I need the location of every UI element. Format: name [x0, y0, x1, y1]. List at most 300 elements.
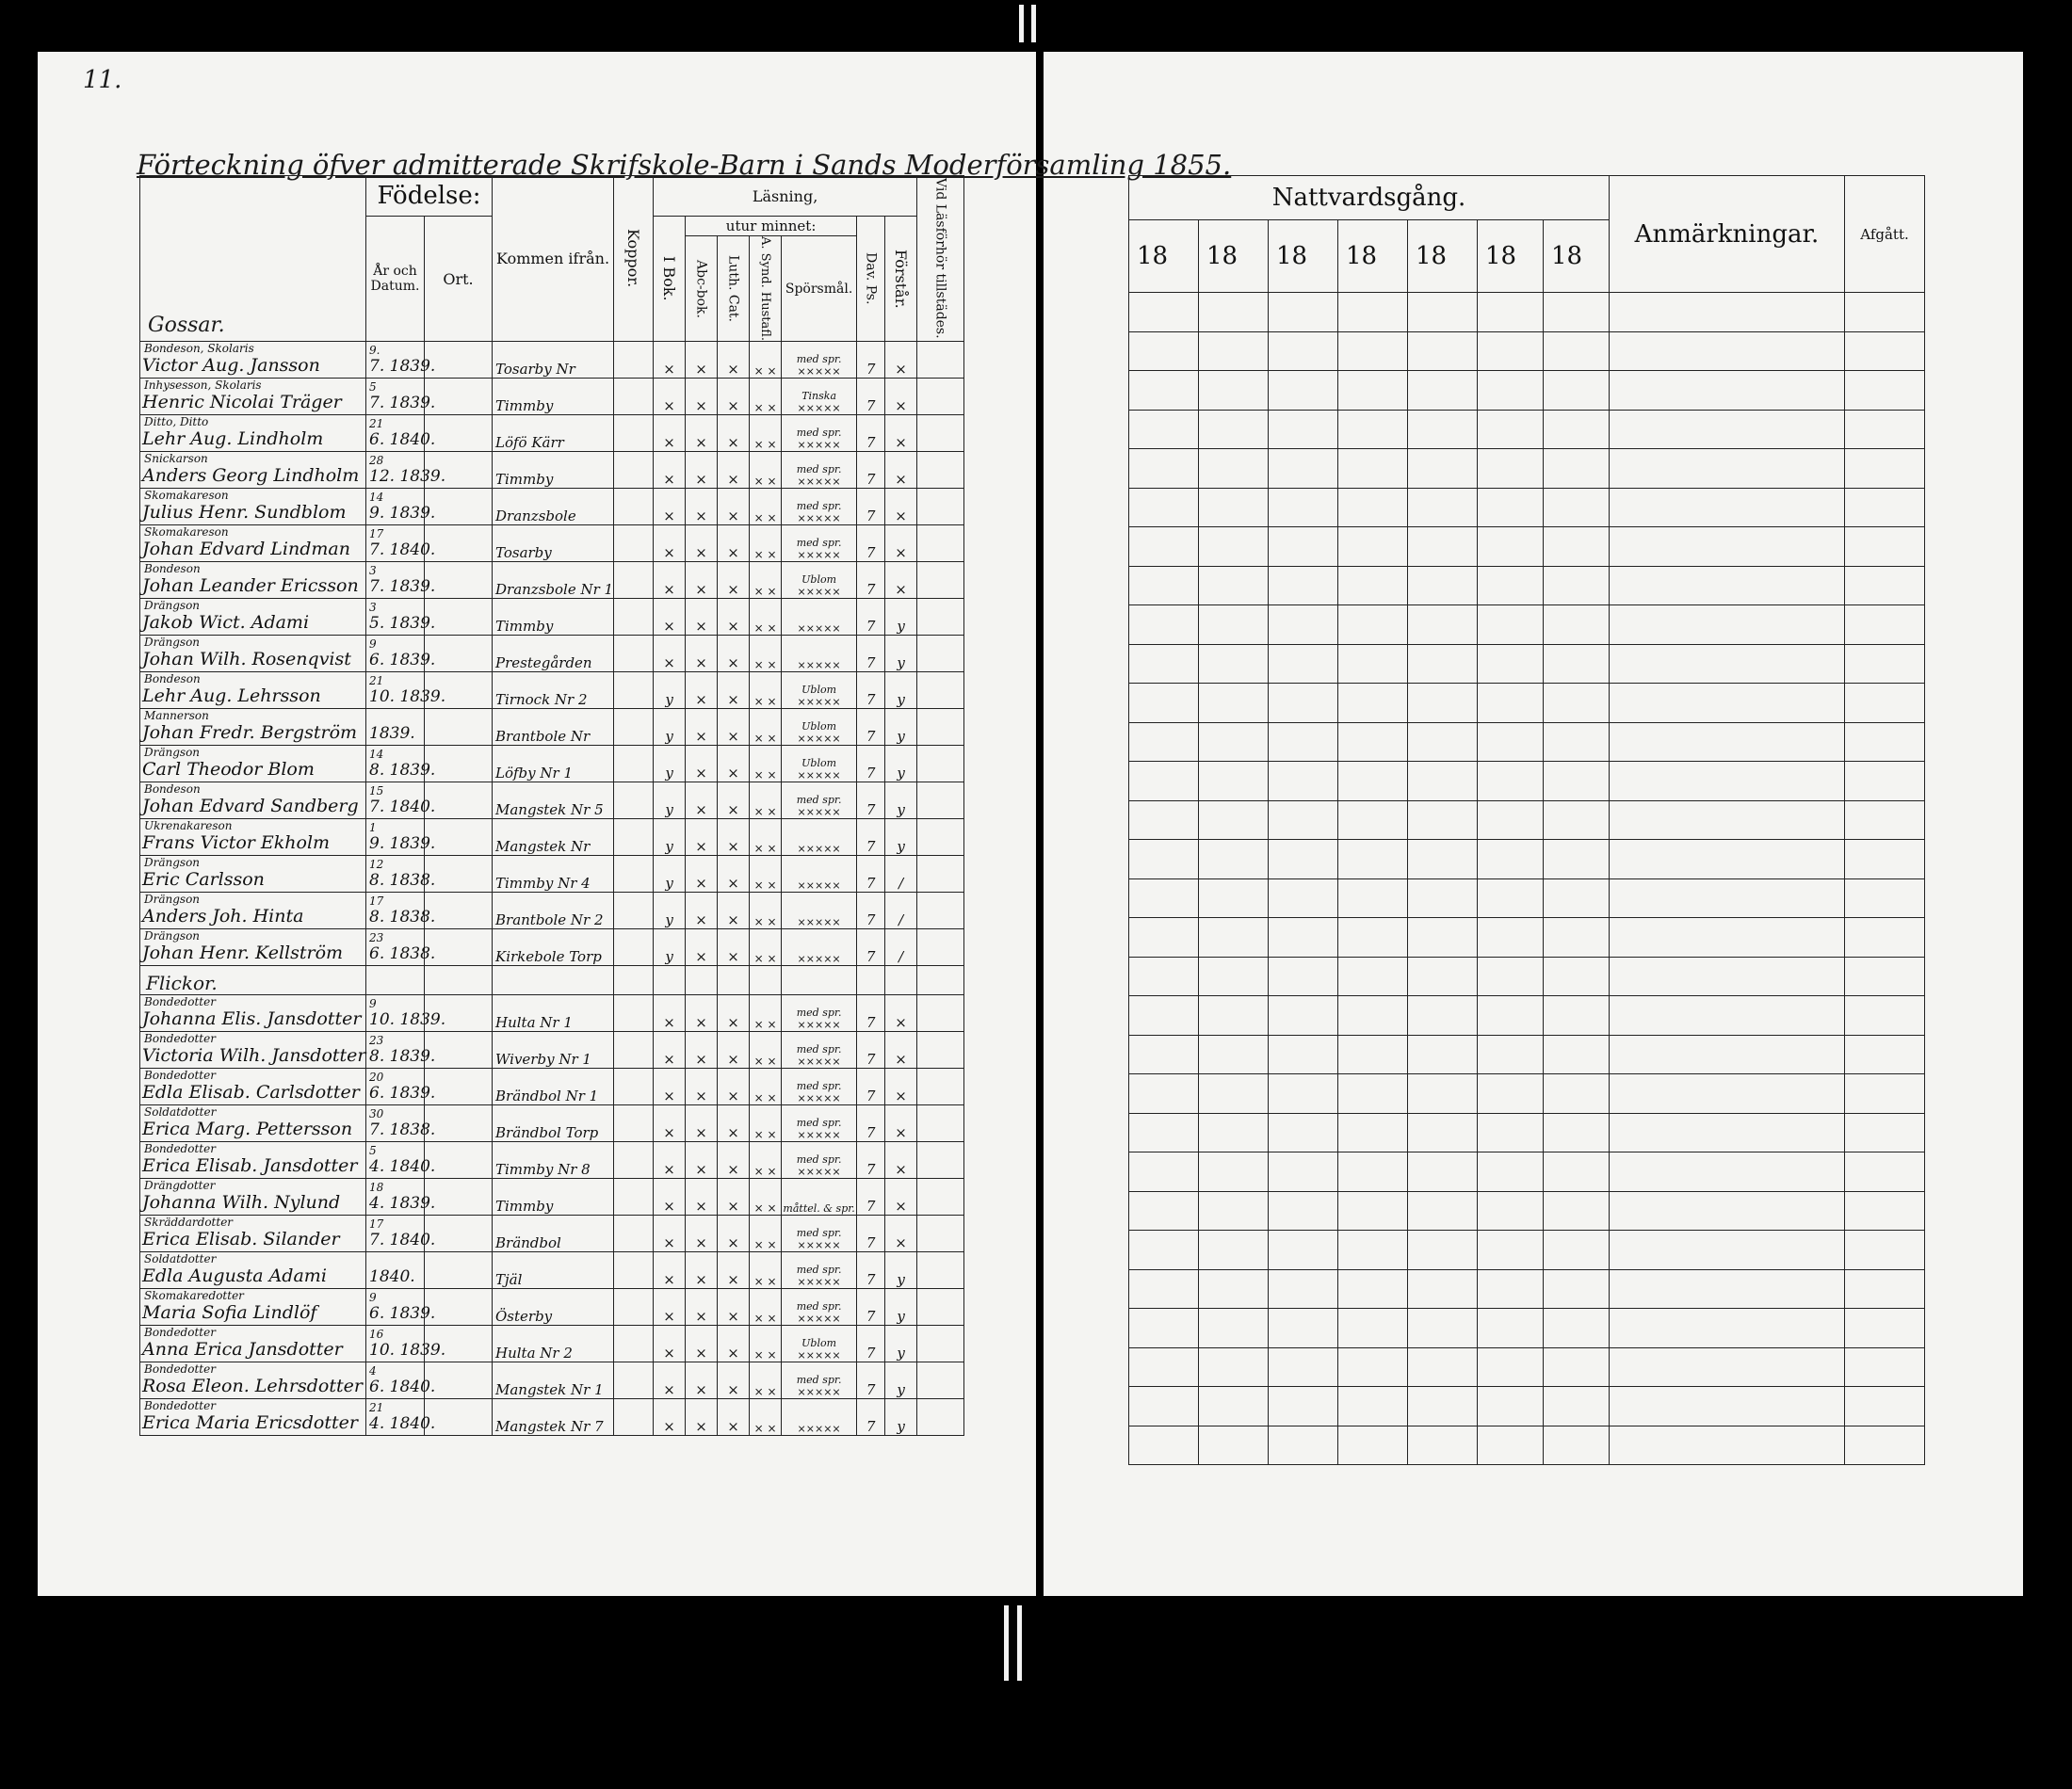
communion-cell [1408, 449, 1478, 489]
abc-mark: × [686, 709, 718, 746]
communion-cell [1845, 918, 1925, 958]
smallpox-cell [614, 1069, 654, 1105]
occupation: Bondedotter [144, 1069, 216, 1083]
communion-cell [1199, 293, 1269, 332]
abc-mark: × [686, 379, 718, 415]
communion-cell [1129, 644, 1199, 684]
house-table-mark: × × [750, 856, 782, 893]
child-name: Eric Carlsson [142, 869, 265, 891]
communion-cell [1610, 1269, 1845, 1309]
communion-cell [1478, 1387, 1544, 1426]
abc-mark: × [686, 1142, 718, 1179]
communion-cell [1408, 1152, 1478, 1192]
catechism-mark: × [718, 856, 750, 893]
catechism-mark: × [718, 415, 750, 452]
header-remarks: Anmärkningar. [1610, 176, 1845, 293]
table-row [140, 1289, 964, 1326]
smallpox-cell [614, 452, 654, 489]
page-number: 11. [83, 66, 122, 94]
abc-mark: × [686, 672, 718, 709]
birth-date-cell [366, 1032, 436, 1069]
came-from: Timmby Nr 8 [493, 1142, 614, 1179]
child-name: Johan Wilh. Rosenqvist [142, 649, 351, 670]
communion-row [1129, 293, 1925, 332]
david-mark: 7 [857, 1032, 885, 1069]
examination-cell [917, 1289, 964, 1326]
communion-cell [1269, 684, 1338, 723]
house-table-mark: × × [750, 782, 782, 819]
communion-cell [1544, 1035, 1610, 1074]
catechism-mark: × [718, 782, 750, 819]
communion-cell [1129, 331, 1199, 371]
came-from: Tosarby Nr [493, 342, 614, 379]
communion-cell [1408, 800, 1478, 840]
communion-cell [1610, 1113, 1845, 1152]
came-from: Kirkebole Torp [493, 929, 614, 966]
communion-cell [1478, 840, 1544, 879]
child-name: Johan Henr. Kellström [142, 943, 344, 964]
house-table-mark: × × [750, 636, 782, 672]
communion-cell [1478, 410, 1544, 449]
came-from: Löfby Nr 1 [493, 746, 614, 782]
communion-row [1129, 1191, 1925, 1231]
child-name: Johan Fredr. Bergström [142, 722, 358, 744]
communion-cell [1338, 527, 1408, 567]
child-cell [140, 819, 366, 856]
examination-cell [917, 1216, 964, 1252]
communion-cell [1199, 1231, 1269, 1270]
communion-cell [1408, 488, 1478, 527]
communion-cell [1544, 1191, 1610, 1231]
house-table-mark: × × [750, 1179, 782, 1216]
occupation: Drängson [144, 746, 201, 760]
examination-cell [917, 1032, 964, 1069]
communion-cell [1129, 762, 1199, 801]
examination-cell [917, 379, 964, 415]
examination-cell [917, 1399, 964, 1436]
birth-month-year: 7. 1840. [369, 798, 436, 817]
birth-date-cell [366, 709, 425, 746]
communion-cell [1269, 957, 1338, 996]
examination-cell [917, 782, 964, 819]
smallpox-cell [614, 562, 654, 599]
child-name: Johanna Elis. Jansdotter [142, 1008, 362, 1030]
communion-cell [1269, 1113, 1338, 1152]
communion-cell [1845, 1387, 1925, 1426]
smallpox-cell [614, 1399, 654, 1436]
questions-mark: ××××× [782, 856, 857, 893]
table-row [140, 1179, 964, 1216]
communion-cell [1338, 800, 1408, 840]
catechism-mark: × [718, 672, 750, 709]
birth-month-year: 6. 1840. [369, 430, 436, 450]
birth-day: 4 [369, 1364, 377, 1378]
understanding-mark: y [885, 782, 917, 819]
understanding-mark: × [885, 379, 917, 415]
examination-cell [917, 525, 964, 562]
birth-month-year: 4. 1839. [369, 1194, 436, 1214]
birth-day: 14 [369, 748, 384, 762]
house-table-mark: × × [750, 672, 782, 709]
communion-cell [1845, 840, 1925, 879]
header-abc-label: Abc-bok. [693, 259, 709, 318]
communion-cell [1845, 293, 1925, 332]
communion-cell [1338, 449, 1408, 489]
communion-cell [1544, 293, 1610, 332]
table-row [140, 893, 964, 929]
questions-mark: med spr. ××××× [782, 1362, 857, 1399]
communion-cell [1269, 527, 1338, 567]
communion-cell [1338, 1113, 1408, 1152]
communion-cell [1338, 1152, 1408, 1192]
questions-mark: Ublom ××××× [782, 562, 857, 599]
smallpox-cell [614, 415, 654, 452]
binding-mark [1004, 1605, 1009, 1681]
in-book-mark: × [654, 1252, 686, 1289]
came-from: Timmby [493, 599, 614, 636]
child-name: Johan Edvard Sandberg [142, 796, 359, 817]
communion-cell [1408, 918, 1478, 958]
in-book-mark: × [654, 379, 686, 415]
child-name: Johan Leander Ericsson [142, 575, 359, 597]
house-table-mark: × × [750, 415, 782, 452]
child-name: Victoria Wilh. Jansdotter [142, 1045, 366, 1067]
understanding-mark: y [885, 709, 917, 746]
header-understanding [885, 217, 917, 342]
communion-cell [1845, 1074, 1925, 1114]
communion-cell [1199, 1035, 1269, 1074]
birth-day: 17 [369, 894, 384, 909]
communion-cell [1544, 840, 1610, 879]
david-mark: 7 [857, 1289, 885, 1326]
birth-month-year: 6. 1839. [369, 1084, 436, 1104]
examination-cell [917, 342, 964, 379]
communion-cell [1478, 996, 1544, 1036]
child-name: Jakob Wict. Adami [142, 612, 310, 634]
communion-year-6: 18 [1478, 220, 1544, 293]
questions-mark: med spr. ××××× [782, 1142, 857, 1179]
birth-date-cell [366, 1069, 436, 1105]
header-understanding-label: Förstår. [892, 249, 911, 309]
communion-cell [1408, 1113, 1478, 1152]
birth-day: 21 [369, 1401, 384, 1415]
david-mark: 7 [857, 746, 885, 782]
abc-mark: × [686, 929, 718, 966]
birth-day: 17 [369, 527, 384, 541]
table-row [140, 489, 964, 525]
child-cell [140, 746, 366, 782]
communion-cell [1269, 1347, 1338, 1387]
communion-cell [1610, 293, 1845, 332]
house-table-mark: × × [750, 562, 782, 599]
examination-cell [917, 599, 964, 636]
communion-cell [1478, 1426, 1544, 1465]
birth-date-cell [366, 929, 436, 966]
communion-year-1: 18 [1129, 220, 1199, 293]
communion-cell [1269, 371, 1338, 411]
occupation: Skomakareson [144, 525, 229, 540]
communion-cell [1544, 957, 1610, 996]
communion-cell [1478, 684, 1544, 723]
communion-cell [1269, 331, 1338, 371]
understanding-mark: × [885, 1105, 917, 1142]
communion-cell [1845, 488, 1925, 527]
communion-row [1129, 410, 1925, 449]
communion-row [1129, 1347, 1925, 1387]
communion-cell [1610, 957, 1845, 996]
catechism-mark: × [718, 525, 750, 562]
examination-cell [917, 746, 964, 782]
child-name: Erica Elisab. Jansdotter [142, 1155, 358, 1177]
communion-row [1129, 488, 1925, 527]
child-cell [140, 1216, 366, 1252]
section-boys: Gossar. [148, 314, 225, 338]
communion-cell [1478, 1231, 1544, 1270]
child-cell [140, 342, 366, 379]
communion-cell [1408, 331, 1478, 371]
header-house-table-label: A. Synd. Hustafl. [758, 236, 773, 342]
in-book-mark: × [654, 1142, 686, 1179]
child-name: Julius Henr. Sundblom [142, 502, 347, 524]
communion-cell [1338, 1309, 1408, 1348]
header-smallpox-label: Koppor. [624, 229, 643, 288]
communion-cell [1610, 449, 1845, 489]
occupation: Soldatdotter [144, 1252, 217, 1266]
came-from: Brantbole Nr 2 [493, 893, 614, 929]
birth-place [425, 709, 493, 746]
child-name: Edla Augusta Adami [142, 1265, 327, 1287]
child-cell [140, 415, 366, 452]
examination-cell [917, 1326, 964, 1362]
girls-rows [140, 995, 964, 1436]
abc-mark: × [686, 856, 718, 893]
examination-cell [917, 1069, 964, 1105]
communion-cell [1338, 1269, 1408, 1309]
birth-day: 5 [369, 1144, 377, 1158]
in-book-mark: y [654, 819, 686, 856]
birth-month-year: 12. 1839. [369, 467, 446, 487]
questions-mark: ××××× [782, 819, 857, 856]
in-book-mark: y [654, 672, 686, 709]
occupation: Skomakaredotter [144, 1289, 244, 1303]
birth-date-cell [366, 1399, 436, 1436]
questions-mark: ××××× [782, 599, 857, 636]
communion-cell [1845, 800, 1925, 840]
abc-mark: × [686, 1216, 718, 1252]
communion-cell [1338, 918, 1408, 958]
communion-cell [1129, 1191, 1199, 1231]
birth-date-cell [366, 636, 436, 672]
communion-cell [1544, 722, 1610, 762]
communion-cell [1269, 996, 1338, 1036]
register-table [139, 175, 964, 1436]
examination-cell [917, 856, 964, 893]
birth-month-year: 9. 1839. [369, 504, 436, 524]
questions-mark: med spr. ××××× [782, 1216, 857, 1252]
questions-mark: med spr. ××××× [782, 1289, 857, 1326]
communion-cell [1544, 878, 1610, 918]
catechism-mark: × [718, 1216, 750, 1252]
house-table-mark: × × [750, 1105, 782, 1142]
occupation: Drängson [144, 856, 201, 870]
birth-day: 28 [369, 454, 384, 468]
came-from: Brändbol [493, 1216, 614, 1252]
communion-row [1129, 840, 1925, 879]
abc-mark: × [686, 1399, 718, 1436]
child-cell [140, 525, 366, 562]
communion-row [1129, 1426, 1925, 1465]
communion-cell [1199, 644, 1269, 684]
questions-mark: Ublom ××××× [782, 672, 857, 709]
birth-day: 18 [369, 1181, 384, 1195]
david-mark: 7 [857, 342, 885, 379]
questions-mark: med spr. ××××× [782, 1105, 857, 1142]
birth-day: 9 [369, 1291, 377, 1305]
communion-cell [1338, 293, 1408, 332]
child-cell [140, 1289, 366, 1326]
birth-month-year: 8. 1838. [369, 871, 436, 891]
house-table-mark: × × [750, 819, 782, 856]
communion-cell [1269, 1309, 1338, 1348]
birth-day: 23 [369, 931, 384, 945]
occupation: Snickarson [144, 452, 208, 466]
table-row [140, 1252, 964, 1289]
in-book-mark: y [654, 746, 686, 782]
communion-row [1129, 1074, 1925, 1114]
house-table-mark: × × [750, 1289, 782, 1326]
header-david-label: Dav. Ps. [863, 252, 879, 305]
communion-cell [1610, 1426, 1845, 1465]
catechism-mark: × [718, 1252, 750, 1289]
communion-cell [1338, 371, 1408, 411]
birth-month-year: 7. 1838. [369, 1120, 436, 1140]
in-book-mark: × [654, 1216, 686, 1252]
house-table-mark: × × [750, 1069, 782, 1105]
understanding-mark: × [885, 1179, 917, 1216]
communion-cell [1129, 878, 1199, 918]
header-reading: Läsning, [654, 176, 917, 217]
smallpox-cell [614, 1326, 654, 1362]
communion-cell [1129, 293, 1199, 332]
catechism-mark: × [718, 1069, 750, 1105]
table-row [140, 746, 964, 782]
communion-cell [1269, 449, 1338, 489]
communion-cell [1845, 762, 1925, 801]
communion-cell [1478, 762, 1544, 801]
came-from: Hulta Nr 1 [493, 995, 614, 1032]
birth-month-year: 8. 1839. [369, 761, 436, 781]
section-girls: Flickor. [140, 966, 366, 995]
david-mark: 7 [857, 709, 885, 746]
communion-cell [1408, 762, 1478, 801]
abc-mark: × [686, 562, 718, 599]
abc-mark: × [686, 525, 718, 562]
occupation: Drängson [144, 599, 201, 613]
communion-cell [1269, 722, 1338, 762]
communion-cell [1610, 996, 1845, 1036]
birth-month-year: 7. 1839. [369, 394, 436, 413]
understanding-mark: y [885, 1399, 917, 1436]
heading-text: Förteckning öfver admitterade Skrifskole-Barn i Sands Moderförsamling 1855. [137, 149, 1232, 181]
communion-cell [1199, 410, 1269, 449]
smallpox-cell [614, 929, 654, 966]
communion-cell [1408, 644, 1478, 684]
david-mark: 7 [857, 1105, 885, 1142]
catechism-mark: × [718, 1326, 750, 1362]
examination-cell [917, 1252, 964, 1289]
communion-row [1129, 1231, 1925, 1270]
smallpox-cell [614, 1142, 654, 1179]
child-name: Maria Sofia Lindlöf [142, 1302, 317, 1324]
abc-mark: × [686, 819, 718, 856]
in-book-mark: × [654, 995, 686, 1032]
communion-cell [1478, 449, 1544, 489]
occupation: Skomakareson [144, 489, 229, 503]
communion-cell [1338, 722, 1408, 762]
communion-cell [1544, 800, 1610, 840]
communion-cell [1478, 722, 1544, 762]
communion-cell [1269, 918, 1338, 958]
communion-cell [1269, 644, 1338, 684]
birth-month-year: 7. 1839. [369, 357, 436, 377]
communion-cell [1129, 527, 1199, 567]
in-book-mark: × [654, 1399, 686, 1436]
communion-row [1129, 918, 1925, 958]
communion-cell [1845, 996, 1925, 1036]
table-row [140, 1399, 964, 1436]
examination-cell [917, 452, 964, 489]
communion-cell [1478, 527, 1544, 567]
communion-cell [1269, 1152, 1338, 1192]
came-from: Hulta Nr 2 [493, 1326, 614, 1362]
communion-cell [1408, 1191, 1478, 1231]
birth-date-cell [366, 995, 446, 1032]
communion-cell [1408, 566, 1478, 605]
came-from: Österby [493, 1289, 614, 1326]
smallpox-cell [614, 819, 654, 856]
communion-cell [1269, 1035, 1338, 1074]
house-table-mark: × × [750, 929, 782, 966]
understanding-mark: × [885, 1142, 917, 1179]
header-catechism-label: Luth. Cat. [725, 255, 741, 323]
communion-cell [1845, 527, 1925, 567]
smallpox-cell [614, 893, 654, 929]
david-mark: 7 [857, 489, 885, 525]
header-birth: Födelse: [366, 176, 493, 217]
david-mark: 7 [857, 1252, 885, 1289]
table-row [140, 1032, 964, 1069]
understanding-mark: / [885, 929, 917, 966]
header-departed: Afgått. [1845, 176, 1925, 293]
examination-cell [917, 672, 964, 709]
david-mark: 7 [857, 452, 885, 489]
understanding-mark: y [885, 599, 917, 636]
communion-row [1129, 1035, 1925, 1074]
communion-cell [1478, 644, 1544, 684]
birth-date-cell [366, 746, 436, 782]
header-place: Ort. [425, 217, 493, 342]
understanding-mark: × [885, 342, 917, 379]
catechism-mark: × [718, 489, 750, 525]
communion-row [1129, 371, 1925, 411]
birth-date-cell [366, 672, 446, 709]
communion-cell [1544, 996, 1610, 1036]
communion-cell [1408, 684, 1478, 723]
smallpox-cell [614, 599, 654, 636]
catechism-mark: × [718, 1362, 750, 1399]
communion-cell [1338, 684, 1408, 723]
smallpox-cell [614, 489, 654, 525]
